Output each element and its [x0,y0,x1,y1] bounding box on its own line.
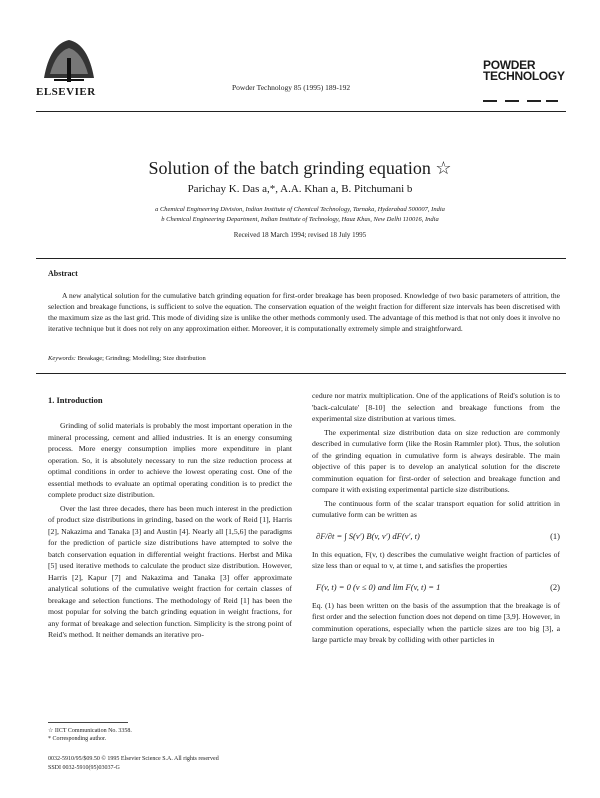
article-title: Solution of the batch grinding equation ☆ [148,158,452,178]
right-column [312,390,560,648]
journal-brand [483,60,565,82]
section-heading: 1. Introduction [48,395,103,405]
article-authors: Parichay K. Das a,*, A.A. Khan a, B. Pitchumani b [187,183,413,195]
intro-paragraph-5: The continuous form of the scalar transport equation for solid attrition in cumulative form can be written as [312,498,560,519]
intro-paragraph-2: Over the last three decades, there has been much interest in the prediction of product size distributions in grinding, based on the work of Reid [1], Harris [2], Nakazima and Tanaka [3] and Austin [4]. Nearly all [1,5,6] the paradigms for the prediction of particle size distributions have attempted to solve the batch conservation equation in differential weight fractions. Herbst and Mika [5] used iterative methods to calculate the product size distribution. However, Harris [2], Kapur [7] and Nakazima and Tanaka [3] offer approximate analytical solutions of the cumulative weight fraction for certain classes of breakage and selection functions. The methodology of Reid [1] has been the most popular for solving the batch grinding equation in weight fractions, for any format of breakage and selection function. Simplicity is the strong point of Reid's method. It neither demands an iterative pro- [48,503,292,639]
abstract-rule [36,373,566,374]
publisher-name: ELSEVIER [36,86,96,98]
journal-citation: Powder Technology 85 (1995) 189-192 [232,83,351,92]
footnote-communication: ☆ IICT Communication No. 3358. [48,728,132,734]
intro-paragraph-1: Grinding of solid materials is probably the most important operation in the mineral processing, cement and allied industries. It is an energy consuming process. More energy consumption implies more expenditure in plant operation. So, it is absolutely necessary to run the size reduction process at optimal conditions in order to achieve the lowest operating cost. One of the essential methods to evaluate an optimal operating condition is to predict the complete product size distribution. [48,421,292,499]
keywords-list: Breakage; Grinding; Modelling; Size distribution [77,355,206,362]
affiliation-b: b Chemical Engineering Department, Indian Institute of Technology, Hauz Khas, New Delhi 110016, India [161,216,439,223]
affiliation-a: a Chemical Engineering Division, Indian Institute of Chemical Technology, Tarnaka, Hyderabad 500007, India [155,206,445,213]
journal-brand-line2: TECHNOLOGY [483,69,565,83]
abstract-heading: Abstract [48,269,78,278]
equation-1 [312,523,560,549]
intro-paragraph-4: The experimental size distribution data on size reduction are commonly described in cumulative form (like the Rosin Rammler plot). Thus, the solution of the grinding equation in cumulative form is always desirable. The main objective of this paper is to develop an analytical solution for the discrete comminution equation for first-order of selection and breakage function and compare it with existing experimental particle size distributions. [312,427,560,494]
copyright-line: 0032-5910/95/$09.50 © 1995 Elsevier Science S.A. All rights reserved [48,756,219,762]
equation-1-number: (1) [550,530,560,541]
intro-paragraph-3: cedure nor matrix multiplication. One of the applications of Reid's solution is to 'back-calculate' [8-10] the selection and breakage functions from the experimental size distribution at various times. [312,391,560,423]
equation-1-explanation: In this equation, F(v, t) describes the cumulative weight fraction of particles of size less than or equal to v, at time t, and satisfies the properties [312,549,560,570]
header-rule [36,111,566,112]
brand-dashes [483,99,558,103]
left-column [48,420,292,643]
equation-2-explanation: Eq. (1) has been written on the basis of the assumption that the breakage is of first order and the selection function does not depend on time [3,9]. However, in comminution operations, especially when the particle sizes are too big [3], a large particle may break by colliding with other particles in [312,600,560,644]
abstract-body [48,290,560,334]
equation-2 [312,574,560,600]
elsevier-tree-logo-icon [40,34,98,84]
equation-2-body: F(v, t) = 0 (v ≤ 0) and lim F(v, t) = 1 [316,581,441,592]
ssdi-line: SSDI 0032-5910(95)03037-G [48,765,120,771]
equation-1-body: ∂F/∂t = ∫ S(v′) B(v, v′) dF(v′, t) [316,530,420,541]
abstract-text: A new analytical solution for the cumulative batch grinding equation for first-order breakage has been proposed. Knowledge of two basic parameters of attrition, the selection and breakage functions, is sufficient to solve the equation. The conservation equation of the weight fraction for different size intervals has been discretised with the maximum size as the last grid. This mode of dividing size is unlike the other methods commonly used. The advantage of this method is that not only does it involve no iterative technique but it does not rely on any approximation either. Moreover, it is computationally extremely simple and straightforward. [48,291,560,333]
title-rule [36,258,566,259]
keywords [48,355,206,362]
keywords-label: Keywords: [48,355,76,362]
equation-2-number: (2) [550,581,560,592]
received-dates: Received 18 March 1994; revised 18 July 1995 [233,231,367,239]
journal-brand-line1: POWDER [483,58,536,72]
footnote-rule [48,722,128,723]
footnote-corresponding: * Corresponding author. [48,736,107,742]
